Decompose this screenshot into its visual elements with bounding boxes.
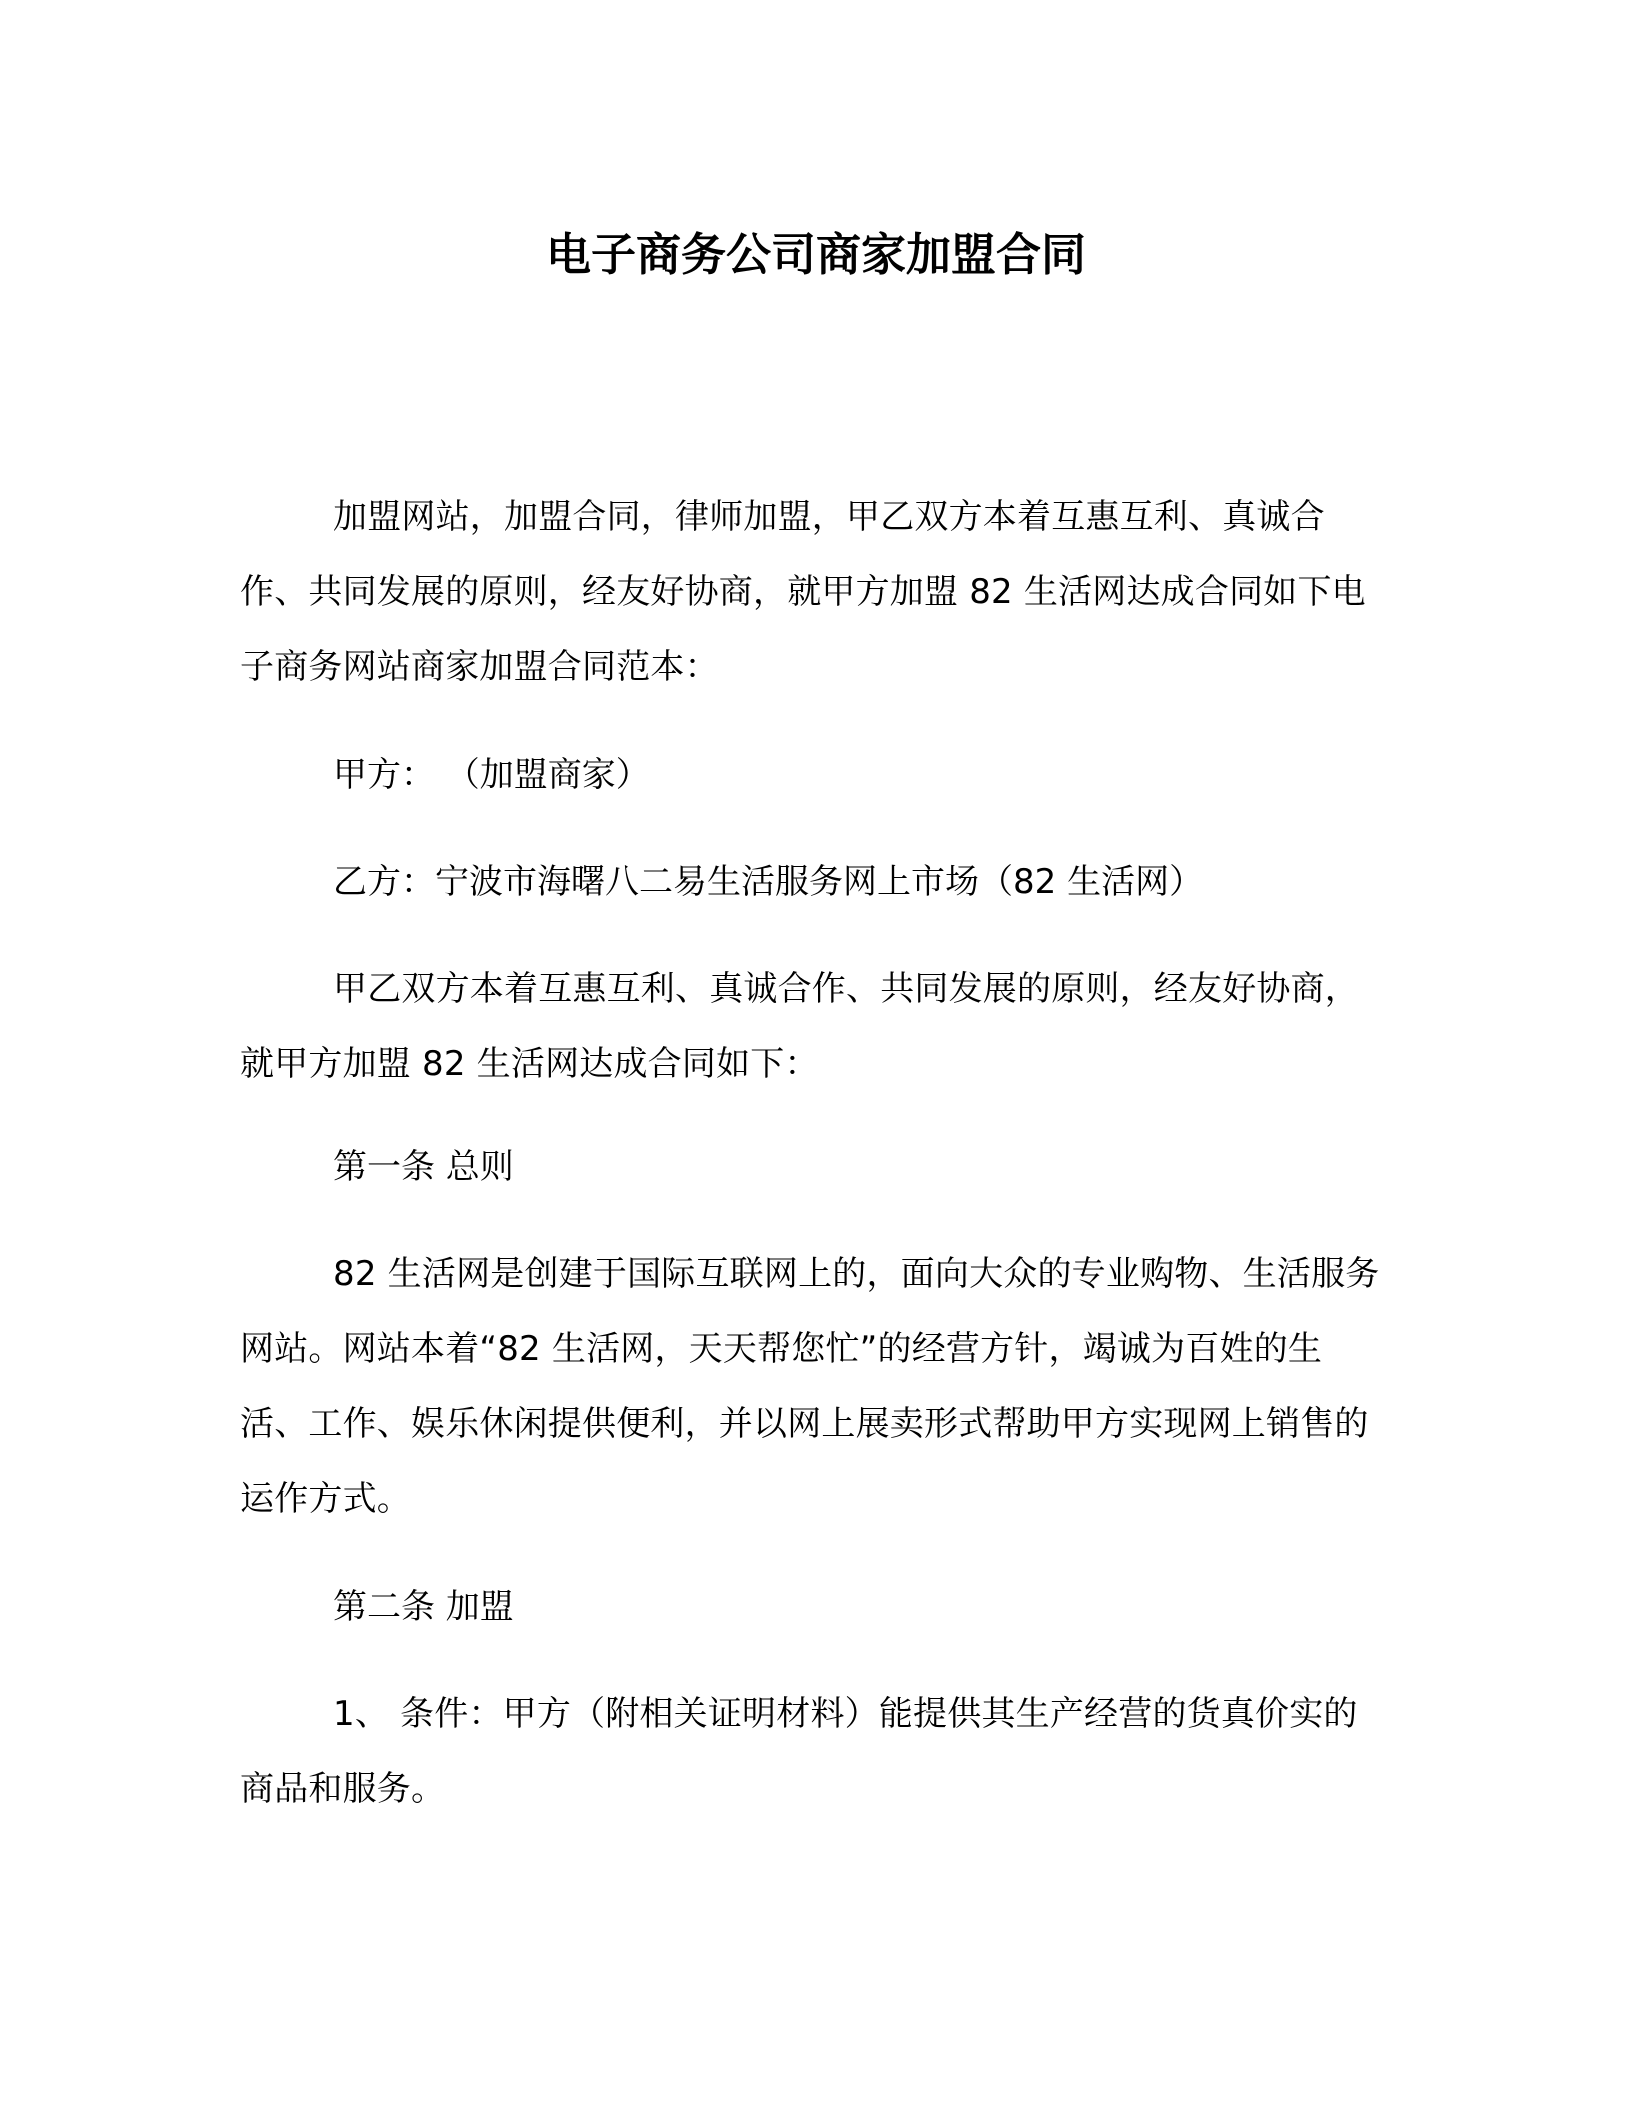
party-b-line: 乙方：宁波市海曙八二易生活服务网上市场（82 生活网）	[333, 862, 1204, 902]
intro-paragraph: 加盟网站，加盟合同，律师加盟，甲乙双方本着互惠互利、真诚合作、共同发展的原则，经友好协商，就甲方加盟 82 生活网达成合同如下电子商务网站商家加盟合同范本：	[240, 497, 1366, 687]
document-title: 电子商务公司商家加盟合同	[545, 228, 1086, 281]
agreement-paragraph: 甲乙双方本着互惠互利、真诚合作、共同发展的原则，经友好协商，就甲方加盟 82 生活网达成合同如下：	[240, 969, 1359, 1084]
article-2-heading: 第二条 加盟	[333, 1587, 514, 1627]
article-2-item-1: 1、 条件：甲方（附相关证明材料）能提供其生产经营的货真价实的商品和服务。	[240, 1694, 1358, 1809]
article-1-heading: 第一条 总则	[333, 1147, 514, 1187]
article-1-body: 82 生活网是创建于国际互联网上的，面向大众的专业购物、生活服务网站。网站本着“82 生活网，天天帮您忙”的经营方针，竭诚为百姓的生活、工作、娱乐休闲提供便利，并以网上展卖形式帮助甲方实现网上销售的运作方式。	[240, 1254, 1380, 1519]
party-a-line: 甲方： （加盟商家）	[333, 755, 650, 795]
